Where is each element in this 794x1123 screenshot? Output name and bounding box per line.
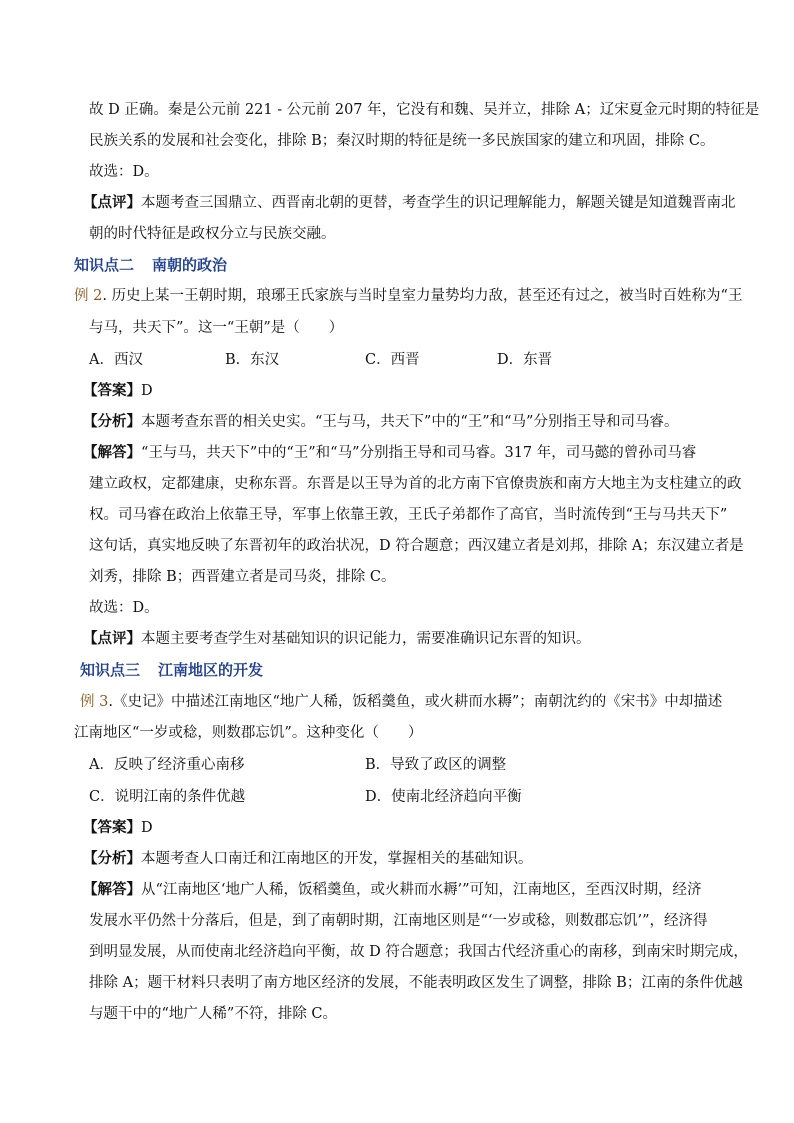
- answer-value: D: [141, 820, 153, 836]
- question-line: [74, 286, 742, 306]
- option-a: A．西汉: [89, 352, 143, 368]
- solution-line: 权。司马睿在政治上依靠王导，军事上依靠王敦，王氏子弟都作了高官，当时流传到“王与马共天下”: [89, 507, 728, 523]
- question-line-2: 与马，共天下”。这一“王朝”是（ ）: [89, 320, 344, 336]
- solution-line: 这句话，真实地反映了东晋初年的政治状况，D 符合题意；西汉建立者是刘邦，排除 A；东汉建立者是: [89, 538, 744, 554]
- option-a: A．反映了经济重心南移: [89, 757, 245, 773]
- comment-line: [83, 629, 591, 649]
- section-heading: [74, 255, 227, 275]
- comment-line-2: 朝的时代特征是政权分立与民族交融。: [89, 226, 336, 242]
- solution-text: “王与马，共天下”中的“王”和“马”分别指王导和司马睿。317 年，司马懿的曾孙司马睿: [141, 445, 697, 461]
- solution-line: 排除 A；题干材料只表明了南方地区经济的发展，不能表明政区发生了调整，排除 B；江南的条件优越: [89, 975, 743, 991]
- option-c: C．说明江南的条件优越: [89, 789, 246, 805]
- paragraph-line: 故 D 正确。秦是公元前 221 - 公元前 207 年，它没有和魏、吴并立，排除 A；辽宋夏金元时期的特征是: [89, 102, 760, 118]
- question-text: .《史记》中描述江南地区“地广人稀，饭稻羹鱼，或火耕而水耨”；南朝沈约的《宋书》中却描述: [108, 694, 723, 710]
- question-line-2: 江南地区“一岁或稔，则数郡忘饥”。这种变化（ ）: [74, 725, 423, 741]
- solution-line: 发展水平仍然十分落后，但是，到了南朝时期，江南地区则是“‘一岁或稔，则数郡忘饥’”，经济得: [89, 913, 708, 929]
- analysis-tag: 【分析】: [83, 850, 141, 867]
- answer-line: [83, 381, 153, 401]
- solution-line: 到明显发展，从而使南北经济趋向平衡，故 D 符合题意；我国古代经济重心的南移，到南宋时期完成，: [89, 944, 748, 960]
- comment-text: 本题考查三国鼎立、西晋南北朝的更替，考查学生的识记理解能力，解题关键是知道魏晋南北: [141, 195, 736, 211]
- solution-line: [83, 880, 702, 900]
- option-c: C．西晋: [365, 352, 420, 368]
- section-label: 知识点二: [74, 256, 135, 274]
- solution-line: [83, 443, 696, 463]
- choose-line: 故选：D。: [89, 164, 159, 180]
- answer-tag: 【答案】: [83, 382, 141, 399]
- comment-tag: 【点评】: [83, 194, 141, 211]
- solution-line: 与题干中的“地广人稀”不符，排除 C。: [89, 1006, 338, 1022]
- analysis-text: 本题考查人口南迁和江南地区的开发，掌握相关的基础知识。: [141, 851, 533, 867]
- question-line: [80, 692, 722, 712]
- paragraph-line: 民族关系的发展和社会变化，排除 B；秦汉时期的特征是统一多民族国家的建立和巩固，排除 C。: [89, 133, 715, 149]
- analysis-text: 本题考查东晋的相关史实。“王与马，共天下”中的“王”和“马”分别指王导和司马睿。: [141, 414, 679, 430]
- answer-line: [83, 818, 153, 838]
- question-text: . 历史上某一王朝时期，琅琊王氏家族与当时皇室力量势均力敌，甚至还有过之，被当时百姓称为“王: [102, 288, 743, 304]
- answer-value: D: [141, 383, 153, 399]
- choose-line: 故选：D。: [89, 600, 159, 616]
- example-number: 例 2: [74, 288, 103, 304]
- section-label: 知识点三: [80, 661, 141, 679]
- example-number: 例 3: [80, 694, 109, 710]
- answer-tag: 【答案】: [83, 819, 141, 836]
- option-b: B．导致了政区的调整: [365, 757, 507, 773]
- section-name: 南朝的政治: [152, 256, 228, 274]
- solution-tag: 【解答】: [83, 444, 141, 461]
- analysis-tag: 【分析】: [83, 413, 141, 430]
- comment-tag: 【点评】: [83, 630, 141, 647]
- option-d: D．使南北经济趋向平衡: [365, 789, 522, 805]
- option-b: B．东汉: [225, 352, 280, 368]
- section-heading: [80, 660, 263, 680]
- comment-line: [83, 193, 736, 213]
- solution-text: 从“江南地区‘地广人稀，饭稻羹鱼，或火耕而水耨’”可知，江南地区，至西汉时期，经济: [141, 882, 702, 898]
- analysis-line: [83, 849, 533, 869]
- solution-line: 建立政权，定都建康，史称东晋。东晋是以王导为首的北方南下官僚贵族和南方大地主为支柱建立的政: [89, 476, 742, 492]
- analysis-line: [83, 412, 678, 432]
- solution-tag: 【解答】: [83, 881, 141, 898]
- option-d: D．东晋: [497, 352, 553, 368]
- section-name: 江南地区的开发: [158, 661, 264, 679]
- solution-line: 刘秀，排除 B；西晋建立者是司马炎，排除 C。: [89, 569, 396, 585]
- comment-text: 本题主要考查学生对基础知识的识记能力，需要准确识记东晋的知识。: [141, 631, 591, 647]
